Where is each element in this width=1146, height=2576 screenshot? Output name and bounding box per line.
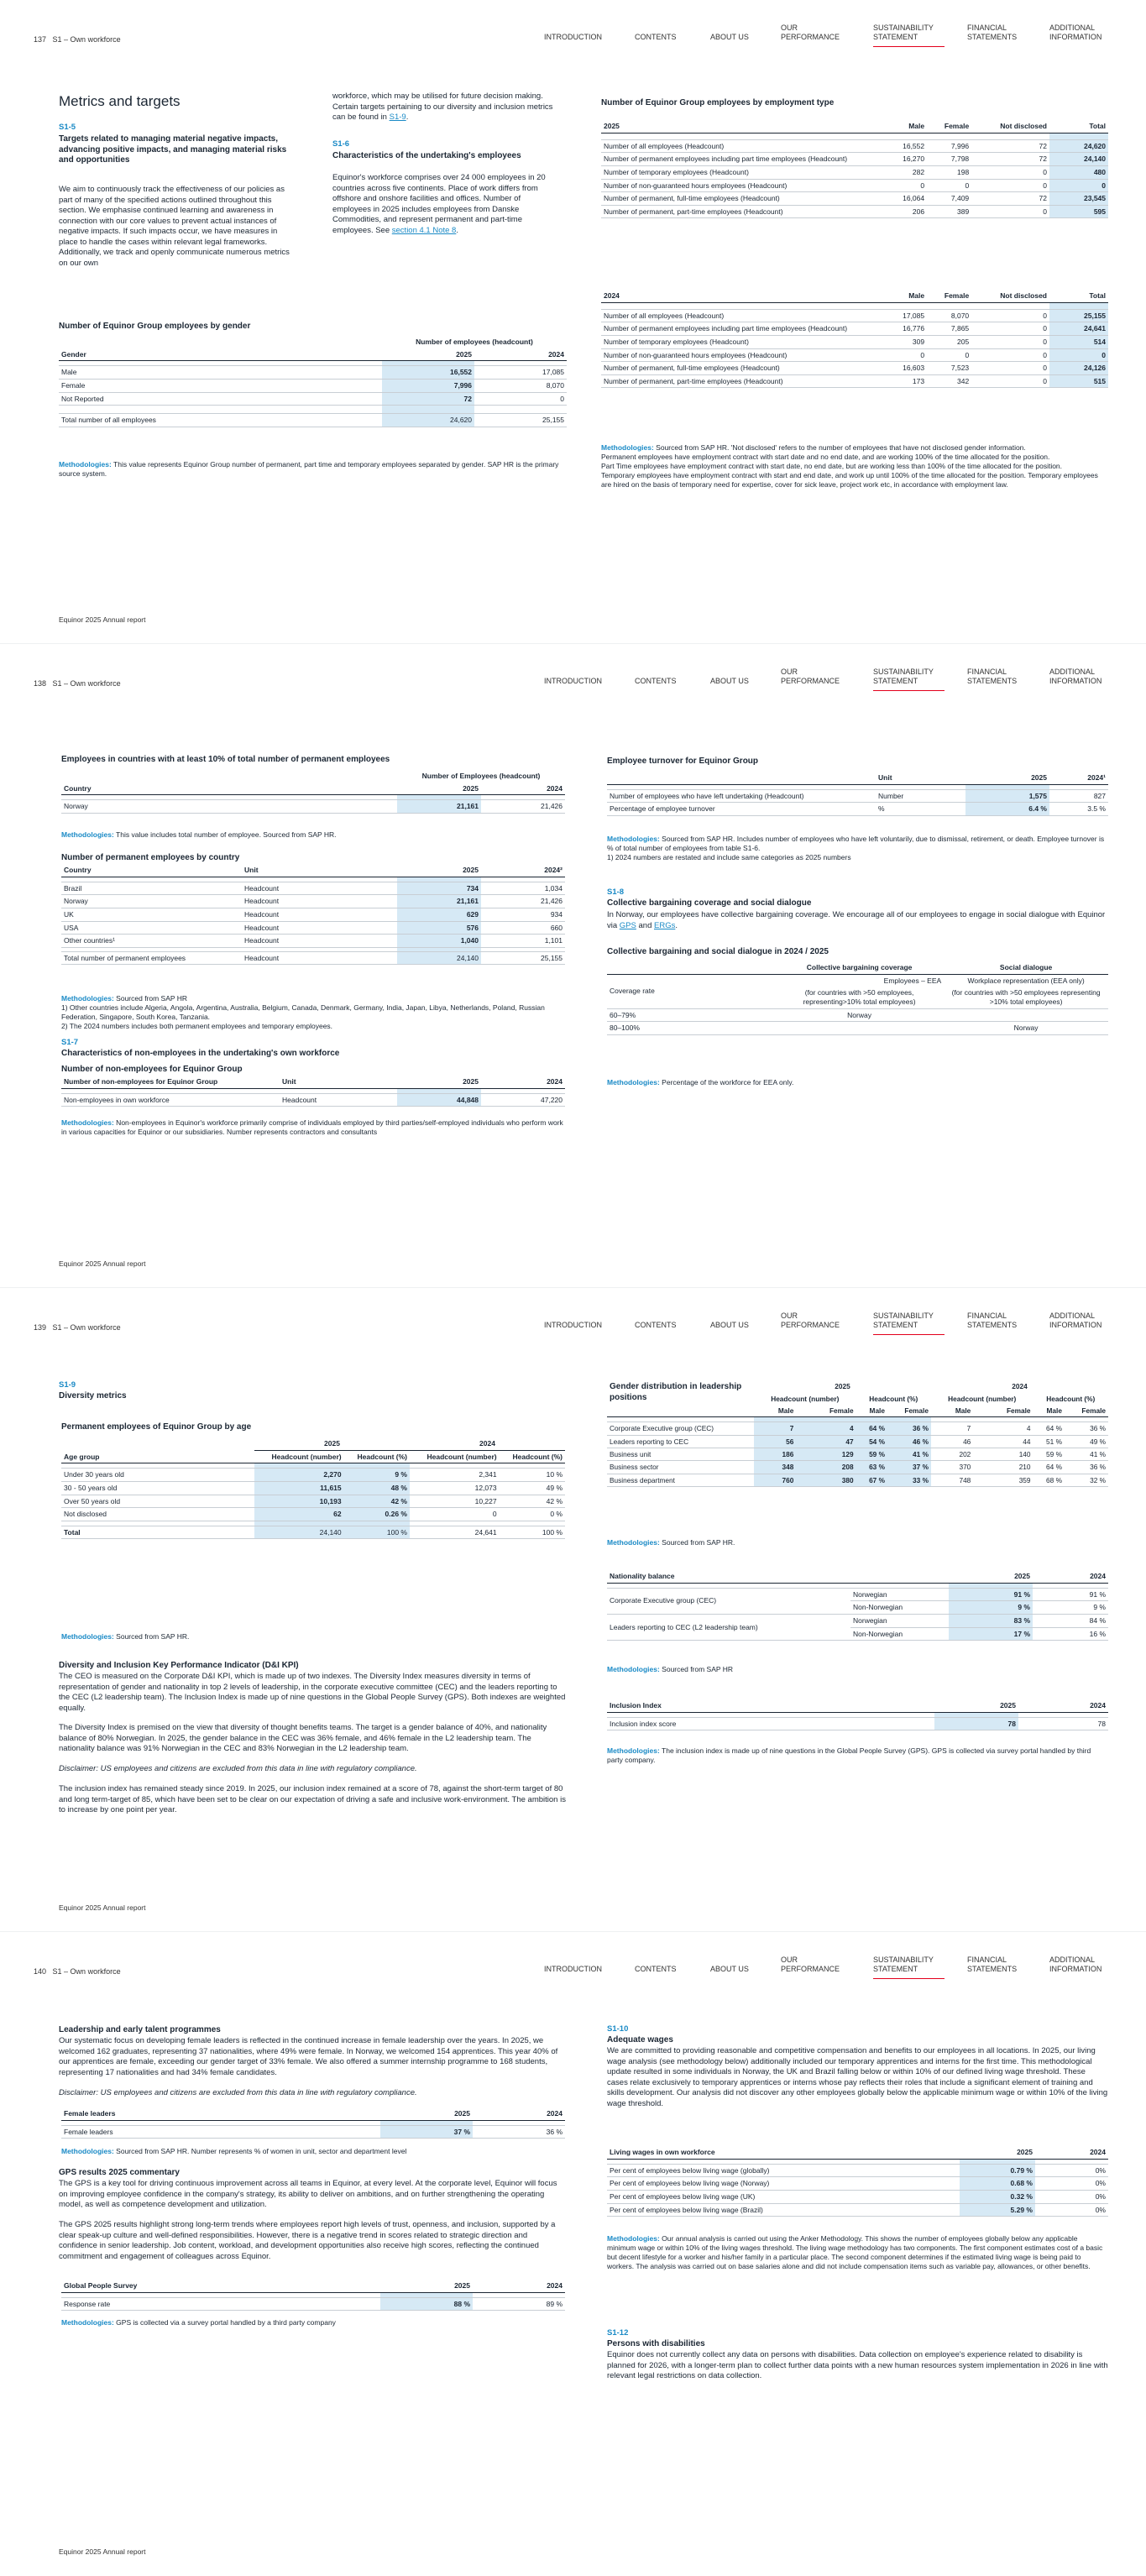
table-row: Per cent of employees below living wage (UK) 0.32 % 0% — [607, 2190, 1108, 2203]
living-wage-table: Living wages in own workforce 2025 2024 Per cent of employees below living wage (globally) 0.79 % 0% Per cent of employees below living wage (Norway) 0.68 % 0% Per cent of employees below living wage (UK) 0.32 % 0% Per cent of employees below living wage (Brazil) 5.29 % 0% — [607, 2146, 1108, 2217]
table-row: Under 30 years old 2,270 9 % 2,341 10 % — [61, 1469, 565, 1482]
table-row: Female leaders 37 % 36 % — [61, 2125, 565, 2139]
s1-6-title: Characteristics of the undertaking's employees — [332, 151, 521, 160]
dik-paragraph-4: The inclusion index has remained steady since 2019. In 2025, our inclusion index remained at a score of 78, against the short-term target of 80 and long term-target of 85, which have been set to be clear on our expectation of driving a safe and inclusive work-environment. The ambition is to increase by one point per year. — [59, 1784, 566, 1815]
table-row: Business sector 348 208 63 % 37 % 370 210 64 % 36 % — [607, 1461, 1108, 1474]
perm-methodologies: Methodologies: Sourced from SAP HR 1) Other countries include Algeria, Angola, Argentina, Australia, Belgium, Canada, Denmark, Germany, India, Japan, Libya, Netherlands, Poland, Russian Federation, Singapore, South Korea, Tanzania. 2) The 2024 numbers includes both permanent employees and temporary employees. — [61, 994, 545, 1031]
s1-8-code: S1-8 — [607, 887, 625, 897]
link-note-8[interactable]: section 4.1 Note 8 — [391, 225, 457, 235]
nationality-methodologies: Methodologies: Sourced from SAP HR — [607, 1665, 734, 1673]
nav-introduction[interactable]: INTRODUCTION — [544, 1965, 602, 1973]
cb-title: Collective bargaining and social dialogue in 2024 / 2025 — [607, 947, 829, 956]
page-number: 138 S1 – Own workforce — [34, 679, 121, 688]
gender-leadership-table: Gender distribution in leadership positions 2025 2024 Headcount (number) Headcount (%) Headcount (number) Headcount (%) Male Female Male Female Male Female Male Female Corporate Executive group (CEC) 7 4 64 % 36 % 7 4 64 % 36 % Leaders reporting to CEC 56 47 54 % 46 % 46 44 51 % 49 % Business unit 186 129 59 % 41 % 202 140 59 % 41 % Business sector 348 208 63 % 37 % 370 210 64 % 36 % Business department 760 380 67 % 33 % 748 359 68 % 32 % — [607, 1380, 1108, 1487]
s1-5-text-cont: workforce, which may be utilised for future decision making. Certain targets pertaining to our diversity and inclusion metrics can be found in S1-9. — [332, 92, 553, 123]
table-row: 80–100% Norway — [607, 1022, 1108, 1035]
nav-introduction[interactable]: INTRODUCTION — [544, 677, 602, 685]
table-row: Norway Headcount 21,161 21,426 — [61, 895, 565, 908]
c10-title: Employees in countries with at least 10% of total number of permanent employees — [61, 755, 390, 764]
page-header — [0, 1288, 1146, 1338]
nav-contents[interactable]: CONTENTS — [635, 1965, 677, 1973]
nav-about-us[interactable]: ABOUT US — [710, 677, 749, 685]
table-row: Not Reported 72 0 — [59, 392, 567, 406]
nav-additional-information[interactable]: ADDITIONAL INFORMATION — [1049, 1956, 1102, 1973]
emp-type-2024-table: 2024 Male Female Not disclosed Total Number of all employees (Headcount) 17,085 8,070 0 25,155 Number of permanent employees including part time employees (Headcount) 16,776 7,865 0 24,641 Number of temporary employees (Headcount) 309 205 0 514 Number of non-guaranteed hours employees (Headcount) 0 0 0 0 Number of permanent, full-time employees (Headcount) 16,603 7,523 0 24,126 Number of permanent, part-time employees (Headcount) 173 342 0 515 — [601, 290, 1108, 388]
s1-6-text: Equinor's workforce comprises over 24 000 employees in 20 countries across five continents. Place of work differs from offshore and onshore facilities and offices. Number of employees in 2025 includes employees from Danske Commodities, and represent permanent and part-time employees. See section 4.1 Note 8. — [332, 173, 546, 235]
table-row: Leaders reporting to CEC 56 47 54 % 46 % 46 44 51 % 49 % — [607, 1435, 1108, 1448]
table-row: Leaders reporting to CEC (L2 leadership team) Norwegian 83 % 84 % — [607, 1614, 1108, 1627]
inclusion-index-methodologies: Methodologies: The inclusion index is made up of nine questions in the Global People Survey (GPS). GPS is collected via survey portal handled by third party company. — [607, 1746, 1091, 1765]
page-header — [0, 0, 1146, 50]
nav-contents[interactable]: CONTENTS — [635, 33, 677, 41]
link-gps[interactable]: GPS — [619, 920, 636, 930]
s1-8-title: Collective bargaining coverage and social dialogue — [607, 898, 812, 908]
gps-methodologies: Methodologies: GPS is collected via a survey portal handled by a third party company — [61, 2318, 336, 2327]
s1-12-code: S1-12 — [607, 2328, 629, 2338]
table-row: Brazil Headcount 734 1,034 — [61, 882, 565, 895]
table-row: Number of temporary employees (Headcount) 309 205 0 514 — [601, 335, 1108, 348]
age-table: 2025 2024 Age group Headcount (number) Headcount (%) Headcount (number) Headcount (%) Under 30 years old 2,270 9 % 2,341 10 % 30 - 50 years old 11,615 48 % 12,073 49 % Over 50 years old 10,193 42 % 10,227 42 % Not disclosed 62 0.26 % 0 0 % Total 24,140 100 % 24,641 100 % — [61, 1437, 565, 1539]
page-title: Metrics and targets — [59, 93, 181, 109]
page-140 — [0, 1932, 1146, 2576]
nav-our-performance[interactable]: OUR PERFORMANCE — [781, 668, 840, 685]
turnover-methodologies: Methodologies: Sourced from SAP HR. Includes number of employees who have left voluntarily, due to dismissal, retirement, or death. Employee turnover is % of total number of employees from table S1-6. 1) 2024 numbers are restated and include same categories as 2025 numbers — [607, 835, 1105, 862]
nav-about-us[interactable]: ABOUT US — [710, 33, 749, 41]
page-number: 137 S1 – Own workforce — [34, 35, 121, 44]
table-total-row: Total number of permanent employees Headcount 24,140 25,155 — [61, 951, 565, 965]
nav-introduction[interactable]: INTRODUCTION — [544, 1321, 602, 1329]
table-row: Business unit 186 129 59 % 41 % 202 140 59 % 41 % — [607, 1448, 1108, 1461]
nav-our-performance[interactable]: OUR PERFORMANCE — [781, 1312, 840, 1329]
gender-methodologies: Methodologies: This value represents Equinor Group number of permanent, part time and temporary employees separated by gender. SAP HR is the primary source system. — [59, 460, 559, 479]
gps-title: GPS results 2025 commentary — [59, 2168, 180, 2177]
page-footer: Equinor 2025 Annual report — [59, 615, 146, 624]
cb-table: Collective bargaining coverage Social dialogue Coverage rate Employees – EEA Workplace representation (EEA only) (for countries with >50 employees, representing>10% total employees) (for countries with >50 employees representing >10% total employees) 60–79% Norway 80–100% Norway — [607, 961, 1108, 1035]
link-ergs[interactable]: ERGs — [654, 920, 676, 930]
cb-methodologies: Methodologies: Percentage of the workforce for EEA only. — [607, 1078, 794, 1086]
s1-9-title: Diversity metrics — [59, 1391, 127, 1401]
gps-paragraph-1: The GPS is a key tool for driving continuous improvement across all teams in Equinor, at every level. At the corporate level, Equinor will focus on improving employee confidence in the company's strategy, its ability to deliver on ambitions, and on further strengthening the operating model, as well as competence development and utilization. — [59, 2179, 557, 2210]
table-row: Norway 21,161 21,426 — [61, 800, 565, 814]
dik-paragraph-2: The Diversity Index is premised on the view that diversity of thought benefits teams. The target is a gender balance of 40%, and nationality balance of 80% Norwegian. In 2025, the gender balance in the CEC was 36% female, and 46% female in the L2 leadership team. The nationality balance was 91% Norwegian in the CEC and 83% Norwegian in the L2 leadership team. — [59, 1723, 547, 1754]
nav-financial-statements[interactable]: FINANCIAL STATEMENTS — [967, 668, 1018, 685]
table-row: Number of permanent, full-time employees (Headcount) 16,064 7,409 72 23,545 — [601, 192, 1108, 206]
table-row: Corporate Executive group (CEC) 7 4 64 % 36 % 7 4 64 % 36 % — [607, 1422, 1108, 1435]
table-row: Per cent of employees below living wage (Norway) 0.68 % 0% — [607, 2177, 1108, 2191]
s1-7-title: Characteristics of non-employees in the undertaking's own workforce — [61, 1049, 340, 1058]
page-footer: Equinor 2025 Annual report — [59, 2547, 146, 2556]
s1-10-text: We are committed to providing reasonable and competitive compensation and benefits to our employees in all locations. In 2025, our living wage analysis (see methodology below) additionally included our temporary apprentices and interns for the first time. This methodological update resulted in some individuals in Norway, the UK and Brazil falling below or within 10% of our defined living wage threshold. These cases relate exclusively to temporary apprentices or interns whose pay reflects their roles that include a significant element of training and skills development. Our analysis did not discover any other employees globally below the applicable minimum wage or within 10% of the living wage threshold. — [607, 2046, 1108, 2108]
s1-7-code: S1-7 — [61, 1038, 79, 1047]
table-row: Other countries¹ Headcount 1,040 1,101 — [61, 935, 565, 948]
emp-type-title: Number of Equinor Group employees by employment type — [601, 98, 835, 107]
table-row: Number of non-guaranteed hours employees (Headcount) 0 0 0 0 — [601, 179, 1108, 192]
nonemp-title: Number of non-employees for Equinor Group — [61, 1065, 243, 1074]
table-row: Male 16,552 17,085 — [59, 366, 567, 380]
table-row: Number of non-guaranteed hours employees (Headcount) 0 0 0 0 — [601, 348, 1108, 362]
link-s1-9[interactable]: S1-9 — [389, 113, 406, 123]
s1-8-text: In Norway, our employees have collective bargaining coverage. We encourage all of our employees to engage in social dialogue with Equinor via GPS and ERGs. — [607, 910, 1106, 930]
table-row: UK Headcount 629 934 — [61, 908, 565, 921]
nav-sustainability-statement[interactable]: SUSTAINABILITY STATEMENT — [873, 24, 945, 47]
nav-about-us[interactable]: ABOUT US — [710, 1965, 749, 1973]
nav-sustainability-statement[interactable]: SUSTAINABILITY STATEMENT — [873, 1956, 945, 1979]
page-header — [0, 1932, 1146, 1982]
nav-contents[interactable]: CONTENTS — [635, 1321, 677, 1329]
page-footer: Equinor 2025 Annual report — [59, 1903, 146, 1912]
nav-sustainability-statement[interactable]: SUSTAINABILITY STATEMENT — [873, 668, 945, 691]
nav-financial-statements[interactable]: FINANCIAL STATEMENTS — [967, 1312, 1018, 1329]
table-row: Number of permanent, part-time employees (Headcount) 173 342 0 515 — [601, 374, 1108, 388]
table-row: Number of all employees (Headcount) 17,085 8,070 0 25,155 — [601, 309, 1108, 322]
dik-title: Diversity and Inclusion Key Performance Indicator (D&I KPI) — [59, 1661, 299, 1670]
table-row: 60–79% Norway — [607, 1008, 1108, 1022]
living-wage-methodologies: Methodologies: Our annual analysis is carried out using the Anker Methodology. This shows the number of employees globally below any applicable minimum wage or within 10% of the living wages threshold. The living wage methodology has two components. The first component estimates cost of a basic but decent lifestyle for a worker and his/her family in a particular place. The second component determines if the estimated living wage is being paid to workers. The analysis was carried out on base salaries alone and did not include compensation items such as variable pay, allowances, or other benefits. — [607, 2234, 1103, 2271]
turnover-title: Employee turnover for Equinor Group — [607, 757, 759, 766]
table-row: Response rate 88 % 89 % — [61, 2297, 565, 2311]
s1-6-code: S1-6 — [332, 139, 350, 149]
emp-type-2025-table: 2025 Male Female Not disclosed Total Number of all employees (Headcount) 16,552 7,996 72 24,620 Number of permanent employees including part time employees (Headcount) 16,270 7,798 72 24,140 Number of temporary employees (Headcount) 282 198 0 480 Number of non-guaranteed hours employees (Headcount) 0 0 0 0 Number of permanent, full-time employees (Headcount) 16,064 7,409 72 23,545 Number of permanent, part-time employees (Headcount) 206 389 0 595 — [601, 120, 1108, 218]
nonemp-table: Number of non-employees for Equinor Group Unit 2025 2024 Non-employees in own workforce Headcount 44,848 47,220 — [61, 1076, 565, 1107]
nav-additional-information[interactable]: ADDITIONAL INFORMATION — [1049, 1312, 1102, 1329]
leadership-title: Leadership and early talent programmes — [59, 2025, 221, 2034]
s1-9-code: S1-9 — [59, 1380, 76, 1390]
page-number: 139 S1 – Own workforce — [34, 1323, 121, 1332]
nationality-table: Nationality balance 2025 2024 Corporate Executive group (CEC) Norwegian 91 % 91 % Non-Norwegian 9 % 9 % Leaders reporting to CEC (L2 leadership team) Norwegian 83 % 84 % Non-Norwegian 17 % 16 % — [607, 1570, 1108, 1641]
table-row: Inclusion index score 78 78 — [607, 1717, 1108, 1730]
table-row: Business department 760 380 67 % 33 % 748 359 68 % 32 % — [607, 1474, 1108, 1486]
age-methodologies: Methodologies: Sourced from SAP HR. — [61, 1632, 190, 1641]
dik-disclaimer: Disclaimer: US employees and citizens are excluded from this data in line with regulatory compliance. — [59, 1764, 417, 1773]
table-row: Non-Norwegian 9 % 9 % — [607, 1601, 1108, 1615]
turnover-table: Unit 2025 2024¹ Number of employees who have left undertaking (Headcount) Number 1,575 827 Percentage of employee turnover % 6.4 % 3.5 % — [607, 772, 1108, 816]
s1-5-text: We aim to continuously track the effectiveness of our policies as part of many of the specified actions outlined throughout this section. We emphasise continued learning and awareness in connection with our core values to prevent actual instances of negative impacts. If such impacts occur, we have measures in place to handle the cases within relevant legal frameworks. Additionally, we track and openly communicate numerous metrics on our own — [59, 185, 290, 268]
nav-financial-statements[interactable]: FINANCIAL STATEMENTS — [967, 24, 1018, 41]
table-row: Number of permanent employees including part time employees (Headcount) 16,776 7,865 0 24,641 — [601, 322, 1108, 336]
table-row: Percentage of employee turnover % 6.4 % 3.5 % — [607, 803, 1108, 816]
dik-paragraph-1: The CEO is measured on the Corporate D&I KPI, which is made up of two indexes. The Diversity Index measures diversity in terms of representation of gender and nationality in top 2 levels of leadership, in the corporate executive committee (CEC) and the leaders reporting to the CEC (L2 leadership team). The Inclusion Index is made up of nine questions in the Global People Survey (GPS). Both indexes are weighted equally. — [59, 1672, 566, 1713]
nav-introduction[interactable]: INTRODUCTION — [544, 33, 602, 41]
female-leaders-methodologies: Methodologies: Sourced from SAP HR. Number represents % of women in unit, sector and department level — [61, 2147, 407, 2155]
table-row: Corporate Executive group (CEC) Norwegian 91 % 91 % — [607, 1588, 1108, 1601]
nav-our-performance[interactable]: OUR PERFORMANCE — [781, 24, 840, 41]
nonemp-methodologies: Methodologies: Non-employees in Equinor's workforce primarily comprise of individuals employed by third parties/self-employed individuals who perform work in various capacities for Equinor or our subsidiaries. Number represents contractors and consultants — [61, 1118, 563, 1137]
leadership-paragraph: Our systematic focus on developing female leaders is reflected in the continued increase in female leadership over the years. In 2025, we welcomed 162 graduates, representing 37 nationalities, where 49% were female. In Norway, we welcomed 154 apprentices. This year 40% of our apprentices are female, exceeding our gender target of 33% female. We also offered a summer internship programme to 168 students, representing 17 nationalities and had 34% female candidates. — [59, 2036, 558, 2077]
gender-leadership-methodologies: Methodologies: Sourced from SAP HR. — [607, 1538, 735, 1547]
table-row: Number of permanent employees including part time employees (Headcount) 16,270 7,798 72 24,140 — [601, 153, 1108, 166]
gps-table: Global People Survey 2025 2024 Response rate 88 % 89 % — [61, 2280, 565, 2311]
s1-5-title: Targets related to managing material negative impacts, advancing positive impacts, and managing material risks and opportunities — [59, 134, 287, 165]
table-row: Female 7,996 8,070 — [59, 379, 567, 392]
table-row: Per cent of employees below living wage (globally) 0.79 % 0% — [607, 2164, 1108, 2177]
inclusion-index-table: Inclusion Index 2025 2024 Inclusion index score 78 78 — [607, 1699, 1108, 1730]
table-row: Number of permanent, part-time employees (Headcount) 206 389 0 595 — [601, 205, 1108, 218]
c10-methodologies: Methodologies: This value includes total number of employee. Sourced from SAP HR. — [61, 830, 337, 839]
table-row: Non-employees in own workforce Headcount 44,848 47,220 — [61, 1093, 565, 1107]
female-leaders-table: Female leaders 2025 2024 Female leaders 37 % 36 % — [61, 2107, 565, 2139]
table-row: Over 50 years old 10,193 42 % 10,227 42 % — [61, 1495, 565, 1508]
perm-title: Number of permanent employees by country — [61, 853, 240, 862]
s1-12-title: Persons with disabilities — [607, 2339, 705, 2348]
table-row: 30 - 50 years old 11,615 48 % 12,073 49 % — [61, 1481, 565, 1495]
nav-about-us[interactable]: ABOUT US — [710, 1321, 749, 1329]
nav-our-performance[interactable]: OUR PERFORMANCE — [781, 1956, 840, 1973]
nav-sustainability-statement[interactable]: SUSTAINABILITY STATEMENT — [873, 1312, 945, 1335]
table-total-row: Total number of all employees 24,620 25,155 — [59, 414, 567, 427]
page-header — [0, 644, 1146, 694]
table-row: USA Headcount 576 660 — [61, 921, 565, 935]
s1-10-code: S1-10 — [607, 2024, 629, 2034]
s1-12-text: Equinor does not currently collect any data on persons with disabilities. Data collection on employee's experience related to disability is planned for 2026, with a longer-term plan to collect further data points with a new human resources system implementation in 2026 in line with relevant legal restrictions on data collection. — [607, 2350, 1108, 2381]
page-number: 140 S1 – Own workforce — [34, 1967, 121, 1976]
s1-5-code: S1-5 — [59, 123, 76, 132]
page-138 — [0, 644, 1146, 1288]
emp-type-methodologies: Methodologies: Sourced from SAP HR. 'Not disclosed' refers to the number of employees that have not disclosed gender information. Permanent employees have employment contract with start date and no end date, and are working 100% of the time allocated for the position. Part Time employees have employment contract with start date, no end date, but are working less than 100% of the time allocated for the position. Temporary employees have employment contract with start and end date, and work up until 100% of the time allocated for the position. Temporary employees are hired on the basis of temporary need for expertise, cover for sick leave, project work etc, in accordance with employment law. — [601, 443, 1098, 490]
c10-table: Number of Employees (headcount) Country 2025 2024 Norway 21,161 21,426 — [61, 770, 565, 814]
table-row: Per cent of employees below living wage (Brazil) 5.29 % 0% — [607, 2203, 1108, 2217]
age-title: Permanent employees of Equinor Group by age — [61, 1422, 252, 1432]
gender-table-title: Number of Equinor Group employees by gender — [59, 322, 251, 331]
page-137 — [0, 0, 1146, 644]
table-row: Number of temporary employees (Headcount) 282 198 0 480 — [601, 165, 1108, 179]
gps-paragraph-2: The GPS 2025 results highlight strong long-term trends where employees report high levels of trust, openness, and inclusion, supported by a clear speak-up culture and well-defined responsibilities. However, there is a negative trend in scores related to strategic direction and confidence in senior leadership. Job content, workload, and development opportunities also receive high scores, reflecting the continued commitment and engagement of colleagues across Equinor. — [59, 2220, 556, 2261]
table-row: Number of permanent, full-time employees (Headcount) 16,603 7,523 0 24,126 — [601, 362, 1108, 375]
table-row: Number of employees who have left undertaking (Headcount) Number 1,575 827 — [607, 789, 1108, 803]
leadership-disclaimer: Disclaimer: US employees and citizens are excluded from this data in line with regulatory compliance. — [59, 2088, 417, 2097]
gender-table: Number of employees (headcount) Gender 2025 2024 Male 16,552 17,085 Female 7,996 8,070 Not Reported 72 0 Total number of all employees 24,620 25,155 — [59, 336, 567, 427]
s1-10-title: Adequate wages — [607, 2035, 673, 2045]
nav-additional-information[interactable]: ADDITIONAL INFORMATION — [1049, 668, 1102, 685]
table-row: Not disclosed 62 0.26 % 0 0 % — [61, 1508, 565, 1521]
perm-table: Country Unit 2025 2024² Brazil Headcount 734 1,034 Norway Headcount 21,161 21,426 UK Headcount 629 934 USA Headcount 576 660 Other countries¹ Headcount 1,040 1,101 Total number of permanent employees Headcount 24,140 25,155 — [61, 864, 565, 965]
nav-additional-information[interactable]: ADDITIONAL INFORMATION — [1049, 24, 1102, 41]
page-139 — [0, 1288, 1146, 1932]
table-total-row: Total 24,140 100 % 24,641 100 % — [61, 1526, 565, 1539]
table-row: Number of all employees (Headcount) 16,552 7,996 72 24,620 — [601, 139, 1108, 153]
table-row: Non-Norwegian 17 % 16 % — [607, 1627, 1108, 1641]
nav-financial-statements[interactable]: FINANCIAL STATEMENTS — [967, 1956, 1018, 1973]
nav-contents[interactable]: CONTENTS — [635, 677, 677, 685]
page-footer: Equinor 2025 Annual report — [59, 1259, 146, 1268]
